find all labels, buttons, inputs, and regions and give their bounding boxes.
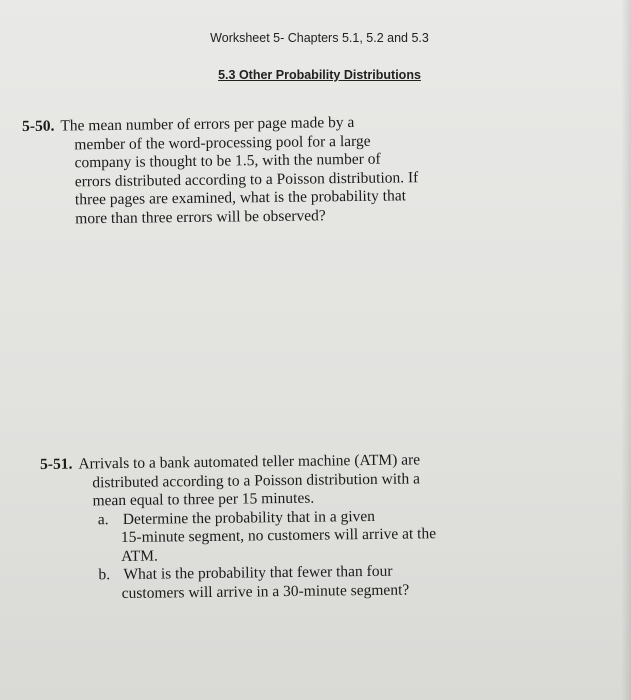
part-a-marker: a. bbox=[97, 510, 109, 528]
part-b-marker: b. bbox=[98, 566, 111, 584]
problem-line: three pages are examined, what is the probability that bbox=[74, 187, 407, 209]
problem-line: company is thought to be 1.5, with the number of bbox=[74, 150, 381, 172]
page-edge-shadow bbox=[621, 0, 631, 700]
problem-text: Arrivals to a bank automated teller machine (ATM) are bbox=[78, 451, 421, 473]
part-a-line: ATM. bbox=[121, 547, 158, 565]
problem-text: The mean number of errors per page made by a bbox=[60, 113, 355, 135]
problem-line: member of the word-processing pool for a large bbox=[74, 132, 371, 153]
worksheet-title: Worksheet 5- Chapters 5.1, 5.2 and 5.3 bbox=[210, 31, 429, 45]
problem-number: 5-51. bbox=[40, 455, 73, 473]
part-a-line: 15-minute segment, no customers will arrive at the bbox=[120, 525, 437, 547]
problem-line: distributed according to a Poisson distribution with a bbox=[92, 469, 421, 491]
section-subtitle: 5.3 Other Probability Distributions bbox=[218, 68, 421, 82]
problem-line: more than three errors will be observed? bbox=[75, 206, 326, 227]
problem-line: mean equal to three per 15 minutes. bbox=[92, 489, 315, 510]
problem-5-50 bbox=[22, 111, 563, 229]
part-a-text: Determine the probability that in a given bbox=[122, 507, 376, 528]
problem-number: 5-50. bbox=[22, 117, 55, 135]
part-b-line: customers will arrive in a 30-minute segment? bbox=[121, 581, 410, 602]
problem-line: errors distributed according to a Poisson distribution. If bbox=[74, 168, 419, 190]
problem-5-51 bbox=[40, 449, 582, 604]
part-b-text: What is the probability that fewer than four bbox=[123, 562, 393, 583]
